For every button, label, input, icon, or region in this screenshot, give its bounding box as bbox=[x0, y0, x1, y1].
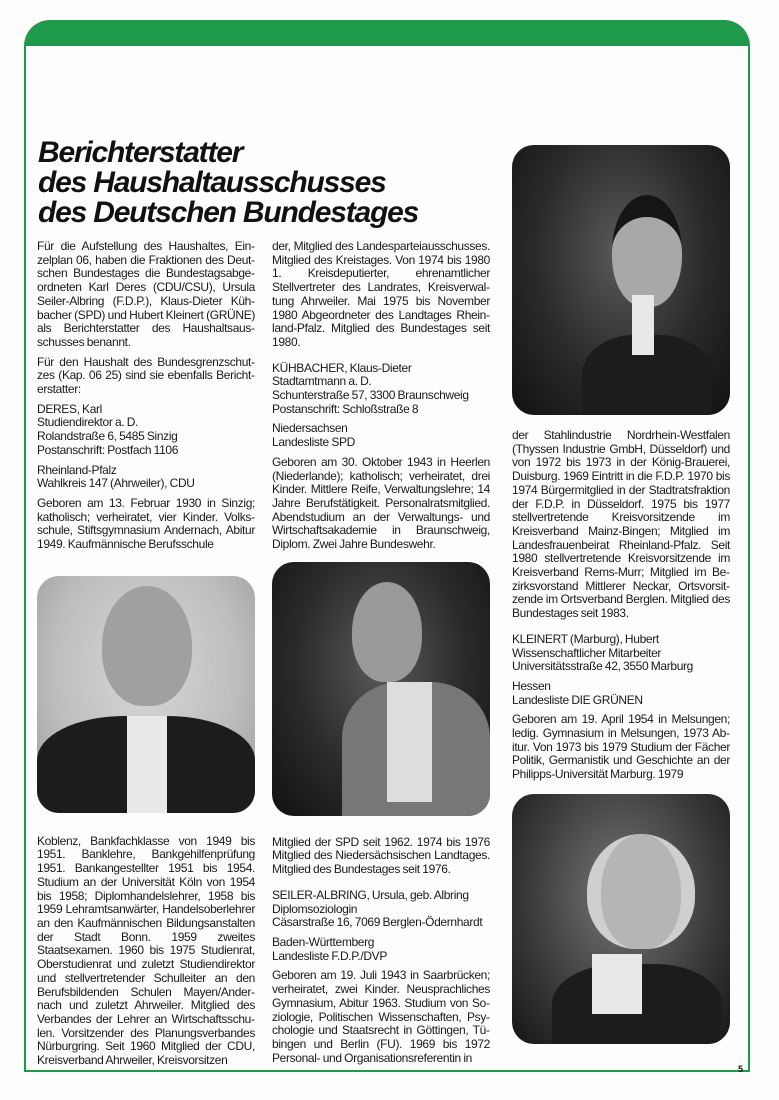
kuehbacher-bio-cont: Mitglied der SPD seit 1962. 1974 bis 1976 Mitglied des Niedersächsischen Landtages. Mitglied des Bundestages seit 1976. bbox=[272, 834, 490, 877]
seiler-albring-bio: Geboren am 19. Juli 1943 in Saarbrücken; verheiratet, zwei Kinder. Neusprachliches Gymnasium, Abitur 1963. Studium von Soziologie, Politischen Wissenschaften, Psychologie und Staatsrecht in Göttingen, Tübingen und Berlin (FU). 1969 bis 1972 Personal- und Organisationsreferentin in bbox=[272, 968, 490, 1065]
kuehbacher-address: KÜHBACHER, Klaus-Dieter Stadtamtmann a. D. Schunterstraße 57, 3300 Braunschweig Postanschrift: Schloßstraße 8 bbox=[272, 360, 469, 416]
kleinert-address: KLEINERT (Marburg), Hubert Wissenschaftlicher Mitarbeiter Universitätsstraße 42, 3550 Marburg bbox=[512, 631, 694, 674]
deres-bio-cont: der, Mitglied des Landesparteiausschusses. Mitglied des Kreistages. Von 1974 bis 1980 1. Kreisdeputierter, ehrenamtlicher Stellvertreter des Landrates, Kreisverwaltung Ahrweiler. Mai 1975 bis November 1980 Abgeordneter des Landtages Rheinland-Pfalz. Mitglied des Bundestages seit 1980. bbox=[272, 239, 490, 349]
page-title bbox=[38, 138, 418, 228]
deres-address: DERES, Karl Studiendirektor a. D. Rolandstraße 6, 5485 Sinzig Postanschrift: Postfach 1106 bbox=[37, 401, 179, 457]
kleinert-constituency: Hessen Landesliste DIE GRÜNEN bbox=[512, 678, 643, 707]
kuehbacher-constituency: Niedersachsen Landesliste SPD bbox=[272, 421, 355, 450]
seiler-albring-constituency: Baden-Württemberg Landesliste F.D.P./DVP bbox=[272, 934, 387, 963]
kleinert-bio: Geboren am 19. April 1954 in Melsungen; ledig. Gymnasium in Melsungen, 1973 Abitur. Von 1973 bis 1979 Studium der Fächer Politik, Germanistik und Geschichte an der Philipps-Universität Marburg. 1979 bbox=[512, 712, 730, 782]
photo-seiler-albring bbox=[512, 145, 730, 415]
photo-kleinert bbox=[512, 794, 730, 1044]
column-3 bbox=[512, 145, 730, 1044]
photo-deres bbox=[37, 576, 255, 813]
intro-paragraph: Für die Aufstellung des Haushaltes, Einzelplan 06, haben die Fraktionen des Deutschen Bundestages die Bundestagsabgeordneten Karl Deres (CDU/CSU), Ursula Seiler-Albring (F.D.P.), Klaus-Dieter Kühbacher (SPD) und Hubert Kleinert (GRÜNE) als Berichterstatter des Haushaltsausschusses benannt. bbox=[37, 239, 255, 349]
seiler-albring-bio-cont: der Stahlindustrie Nordrhein-Westfalen (Thyssen Industrie GmbH, Düsseldorf) und von 1972 bis 1973 in der König-Brauerei, Duisburg. 1969 Eintritt in die F.D.P. 1970 bis 1974 Bürgermitglied in der Stadtratsfraktion der F.D.P. in Düsseldorf. 1975 bis 1977 stellvertretende Kreisvorsitzende im Kreisverband Mainz-Bingen; Mitglied im Landesfrauenbeirat Rheinland-Pfalz. Seit 1980 stellvertretende Kreisvorsitzende im Kreisverband Rems-Murr; Mitglied im Bezirksvorstand Mittlerer Neckar, Ortsvorsitzende im Ortsverband Berglen. Mitglied des Bundestages seit 1983. bbox=[512, 428, 730, 621]
deres-bio: Geboren am 13. Februar 1930 in Sinzig; katholisch; verheiratet, vier Kinder. Volksschule, Stiftsgymnasium Andernach, Abitur 1949. Kaufmännische Berufsschule bbox=[37, 495, 255, 552]
seiler-albring-address: SEILER-ALBRING, Ursula, geb. Albring Diplomsoziologin Cäsarstraße 16, 7069 Berglen-Ödernhardt bbox=[272, 887, 483, 930]
title-line: Berichterstatter bbox=[38, 136, 243, 169]
title-line: des Deutschen Bundestages bbox=[38, 196, 419, 229]
deres-bio-cont: Koblenz, Bankfachklasse von 1949 bis 1951. Banklehre, Bankgehilfenprüfung 1951. Bankangestellter 1951 bis 1954. Studium an der Universität Köln von 1954 bis 1958; Diplomhandelslehrer, 1958 bis 1959 Lehramtsanwärter, Handelsoberlehrer an den Kaufmännischen Bildungsanstalten der Stadt Bonn. 1959 zweites Staatsexamen. 1960 bis 1975 Studienrat, Oberstudienrat und zuletzt Studiendirektor und stellvertretender Schulleiter an den Berufsbildenden Schulen Mayen/Andernach und zuletzt Ahrweiler. Mitglied des Verbandes der Lehrer an Wirtschaftsschulen. Vorsitzender des Planungsverbandes Nürburgring. Seit 1960 Mitglied der CDU, Kreisverband Ahrweiler, Kreisvorsitzen bbox=[37, 833, 255, 1068]
deres-constituency: Rheinland-Pfalz Wahlkreis 147 (Ahrweiler), CDU bbox=[37, 462, 195, 491]
page-number: 5 bbox=[738, 1064, 744, 1074]
intro-paragraph: Für den Haushalt des Bundesgrenzschutzes (Kap. 06 25) sind sie ebenfalls Berichterstatter: bbox=[37, 354, 255, 397]
kuehbacher-bio: Geboren am 30. Oktober 1943 in Heerlen (Niederlande); katholisch; verheiratet, drei Kinder. Mittlere Reife, Verwaltungslehre; 14 Jahre Berufstätigkeit. Personalratsmitglied. Abendstudium an der Verwaltungs- und Wirtschaftsakademie in Braunschweig, Diplom. Zwei Jahre Bundeswehr. bbox=[272, 454, 490, 552]
photo-kuehbacher bbox=[272, 562, 490, 816]
column-1 bbox=[37, 240, 255, 1074]
title-line: des Haushaltausschusses bbox=[38, 166, 386, 199]
column-2 bbox=[272, 240, 490, 1071]
